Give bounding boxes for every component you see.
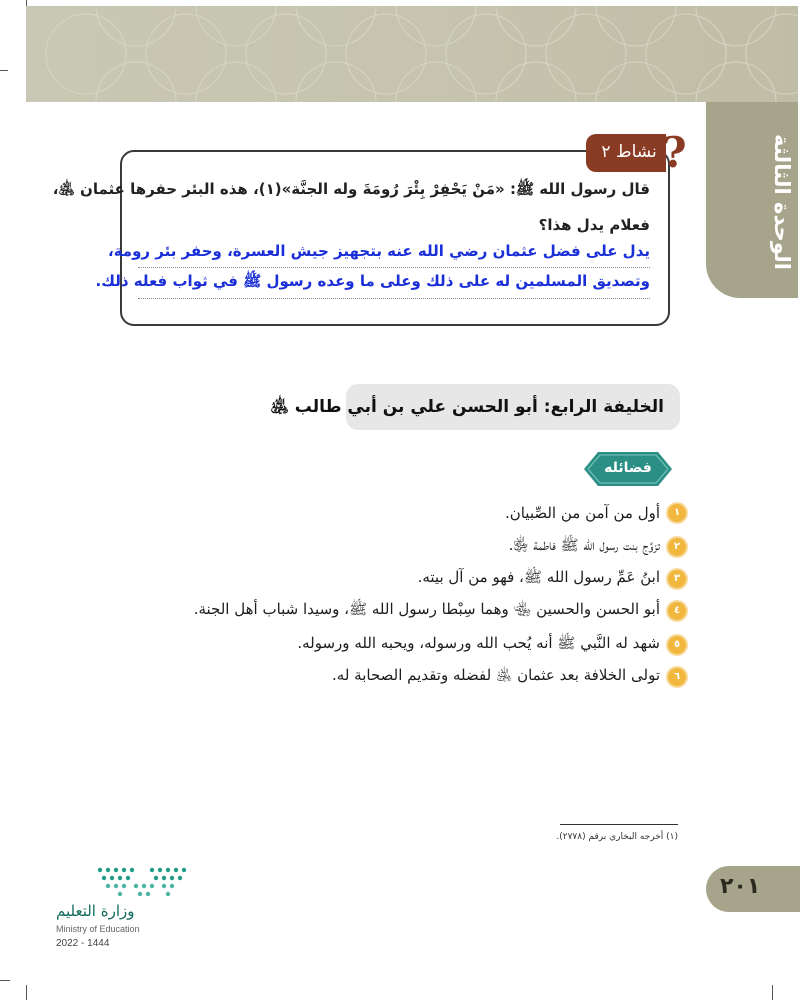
virtues-label: فضائله (604, 460, 652, 476)
answer-dotted-line (138, 298, 650, 299)
ministry-name-english: Ministry of Education (56, 924, 140, 934)
crop-mark (772, 985, 773, 1000)
list-item-text: أبو الحسن والحسين ﵄ وهما سِبْطا رسول الله ﷺ، وسيدا شباب أهل الجنة. (193, 600, 660, 618)
list-item (505, 502, 686, 526)
crop-mark (26, 985, 27, 1000)
section-title-bar (270, 384, 680, 430)
list-item-text: أول من آمن من الصِّبيان. (504, 503, 660, 522)
activity-tag (586, 128, 694, 178)
page-number-tab (706, 866, 800, 912)
footnote-rule (560, 824, 678, 825)
list-item (297, 634, 686, 658)
bullet-number: ٦ (668, 668, 686, 686)
list-item-text: تزوَّج بنت رسول الله ﷺ فاطمة ﵂. (508, 536, 660, 554)
virtues-tag (584, 452, 672, 486)
ministry-logo-icon (96, 864, 192, 898)
footnote: (١) أخرجه البخاري برقم (٢٧٧٨). (556, 832, 678, 842)
geometric-pattern (26, 6, 798, 102)
bullet-number: ٥ (668, 636, 686, 654)
page-number: ٢٠١ (720, 874, 761, 899)
activity-prompt-line-2: فعلام يدل هذا؟ (538, 216, 650, 234)
bullet-number: ٢ (668, 538, 686, 556)
list-item-text: شهد له النَّبي ﷺ أنه يُحب الله ورسوله، ويحبه الله ورسوله. (297, 634, 660, 652)
activity-answer-line-1: يدل على فضل عثمان رضي الله عنه بتجهيز جيش العسرة، وحفر بئر رومة، (108, 242, 650, 260)
answer-dotted-line (138, 267, 650, 268)
unit-label: الوحدة الثالثة (770, 134, 794, 270)
bullet-number: ٤ (668, 602, 686, 620)
list-item-text: تولى الخلافة بعد عثمان ﵁ لفضله وتقديم الصحابة له. (332, 666, 660, 684)
activity-answer-line-2: وتصديق المسلمين له على ذلك وعلى ما وعده رسول ﷺ في ثواب فعله ذلك. (95, 272, 650, 290)
bullet-number: ١ (668, 504, 686, 522)
bullet-number: ٣ (668, 570, 686, 588)
question-mark-icon: ? (662, 128, 687, 177)
activity-prompt-line-1: قال رسول الله ﷺ: «مَنْ يَحْفِرْ بِئْرَ رُومَةَ وله الجنَّة»(١)، هذه البئر حفرها عثمان ﵁، (52, 180, 650, 198)
list-item-text: ابنُ عَمِّ رسول الله ﷺ، فهو من آل بيته. (417, 568, 660, 586)
list-item (194, 600, 686, 624)
list-item (509, 536, 686, 560)
header-banner (26, 6, 798, 102)
section-title: الخليفة الرابع: أبو الحسن علي بن أبي طالب ﵁ (270, 397, 664, 417)
crop-mark (0, 980, 10, 981)
list-item (418, 568, 686, 592)
activity-tag-label: نشاط ٢ (601, 142, 657, 162)
list-item (332, 666, 686, 690)
crop-mark (0, 70, 8, 71)
ministry-name-arabic: وزارة التعليم (56, 902, 135, 920)
ministry-year: 2022 - 1444 (56, 938, 110, 949)
